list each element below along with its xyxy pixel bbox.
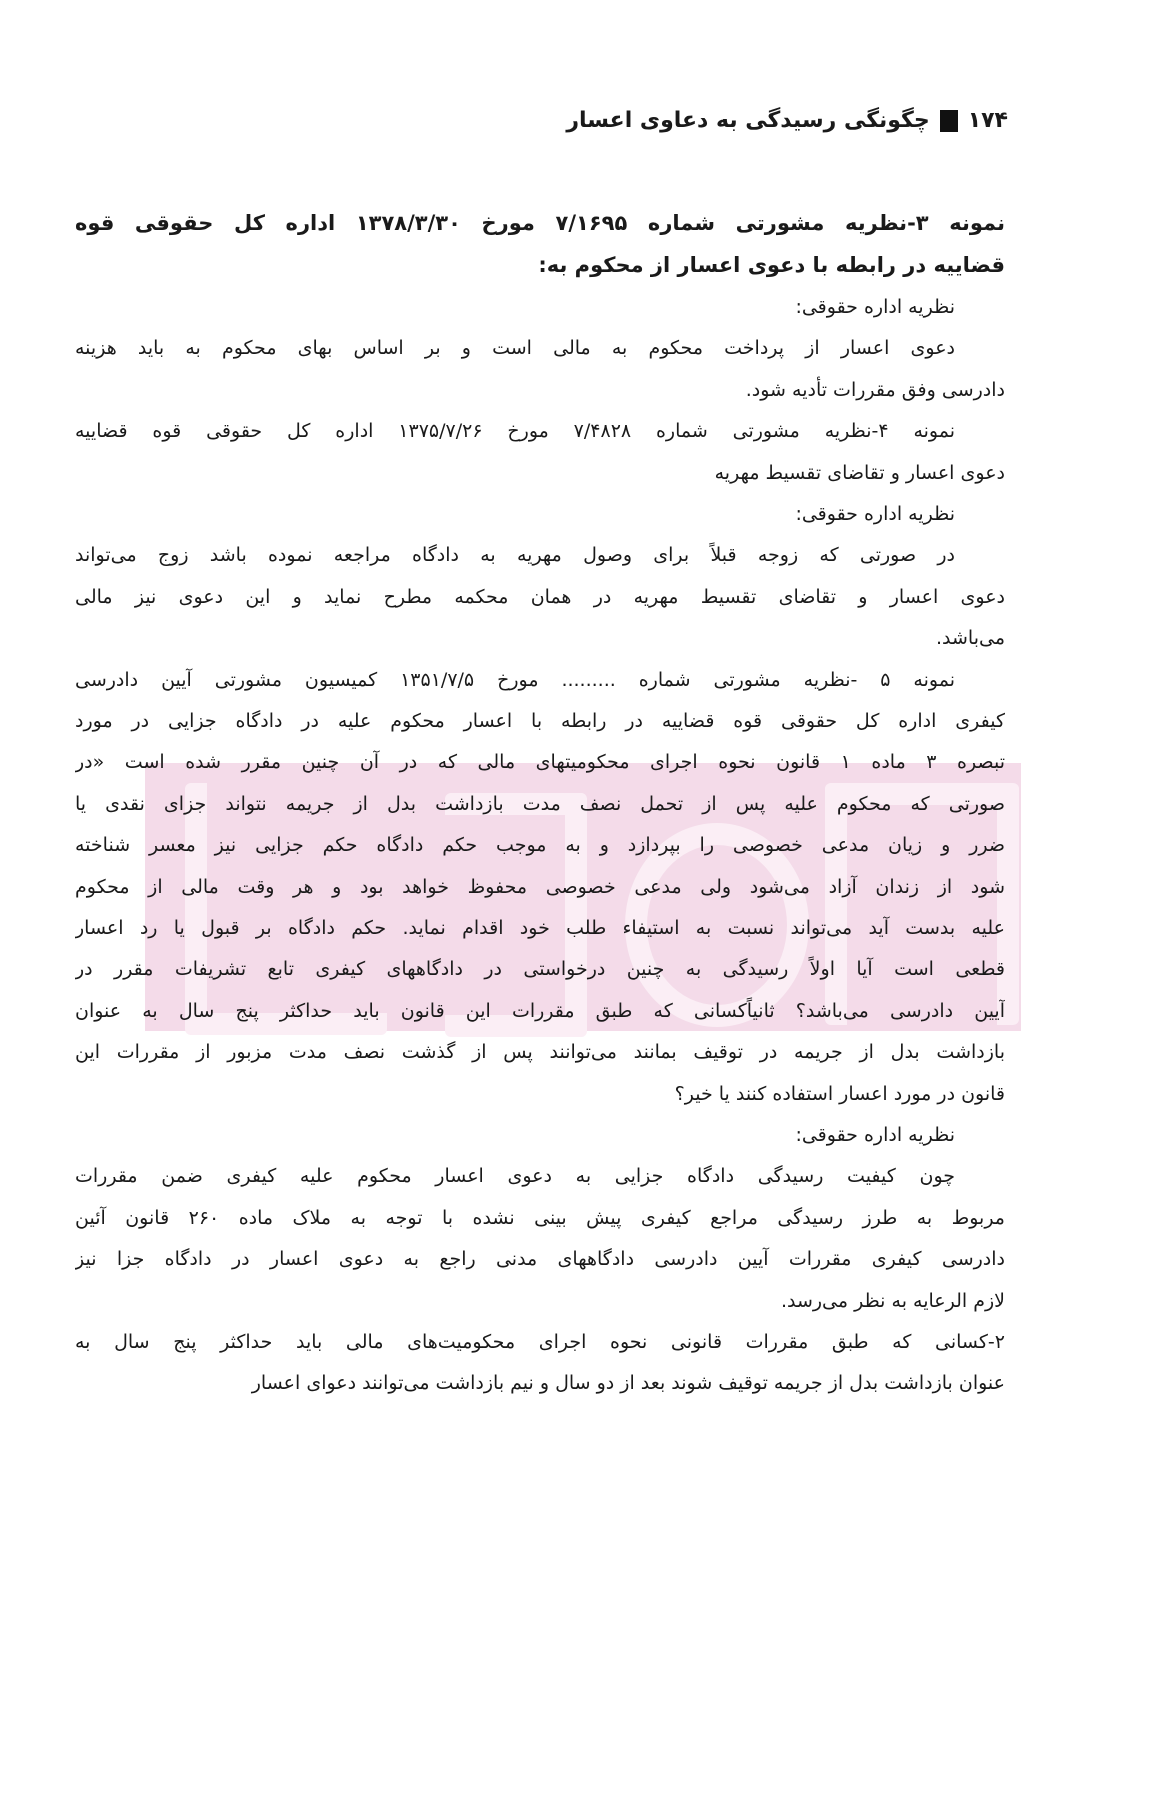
text-line: دعوی اعسار و تقاضای تقسیط مهریه [714, 461, 1005, 484]
text-line: شود از زندان آزاد می‌شود ولی مدعی خصوصی محفوظ خواهد بود و هر وقت مالی از محکوم [75, 875, 1005, 898]
text-line: نظریه اداره حقوقی: [795, 503, 955, 525]
text-line: در صورتی که زوجه قبلاً برای وصول مهریه به دادگاه مراجعه نموده باشد زوج می‌تواند [75, 544, 955, 567]
text-line: می‌باشد. [935, 627, 1005, 650]
text-line: چون کیفیت رسیدگی دادگاه جزایی به دعوی اعسار محکوم علیه کیفری ضمن مقررات [75, 1165, 955, 1188]
text-line: تبصره ۳ ماده ۱ قانون نحوه اجرای محکومیتهای مالی که در آن چنین مقرر شده است «در [75, 751, 1005, 774]
text-line: دادرسی وفق مقررات تأدیه شود. [745, 378, 1005, 401]
square-bullet-icon [940, 110, 958, 132]
text-line: عنوان بازداشت بدل از جریمه توقیف شوند بعد از دو سال و نیم بازداشت می‌توانند دعوای اعسار [251, 1372, 1005, 1395]
text-line: علیه بدست آید می‌تواند نسبت به استیفاء طلب خود اقدام نماید. حکم دادگاه بر قبول یا رد اعسار [75, 917, 1005, 939]
text-line: نمونه ۴-نظریه مشورتی شماره ۷/۴۸۲۸ مورخ ۱۳۷۵/۷/۲۶ اداره کل حقوقی قوه قضاییه [75, 420, 955, 443]
text-line: مربوط به طرز رسیدگی مراجع کیفری پیش بینی نشده با توجه به ملاک ماده ۲۶۰ قانون آئین [75, 1206, 1005, 1229]
text-line: بازداشت بدل از جریمه در توقیف بمانند می‌توانند پس از گذشت نصف مدت مزبور از مقررات این [75, 1041, 1005, 1064]
text-line: ۲-کسانی که طبق مقررات قانونی نحوه اجرای محکومیت‌های مالی باید حداکثر پنج سال به [75, 1331, 1005, 1353]
page-number: ۱۷۴ [967, 108, 1008, 133]
text-line: دعوی اعسار و تقاضای تقسیط مهریه در همان محکمه مطرح نماید و این دعوی نیز مالی [75, 585, 1005, 608]
text-line: آیین دادرسی می‌باشد؟ ثانیاًکسانی که طبق مقررات این قانون باید حداکثر پنج سال به عنوان [75, 999, 1005, 1022]
watermark-shape [825, 783, 1019, 1025]
text-line: نمونه ۵ -نظریه مشورتی شماره ......... مورخ ۱۳۵۱/۷/۵ کمیسیون مشورتی آیین دادرسی [75, 668, 955, 691]
heading-line: قضاییه در رابطه با دعوی اعسار از محکوم به: [538, 253, 1005, 277]
heading-line: نمونه ۳-نظریه مشورتی شماره ۷/۱۶۹۵ مورخ ۱۳۷۸/۳/۳۰ اداره کل حقوقی قوه [75, 211, 1005, 235]
text-line: کیفری اداره کل حقوقی قوه قضاییه در رابطه با اعسار محکوم علیه در دادگاه جزایی در مورد [75, 710, 1005, 732]
text-line: صورتی که محکوم علیه پس از تحمل نصف مدت بازداشت بدل از جریمه نتواند جزای نقدی یا [75, 792, 1005, 815]
running-header [566, 108, 1008, 133]
text-line: ضرر و زیان مدعی خصوصی را بپردازد و به موجب حکم دادگاه حکم جزایی نیز معسر شناخته [75, 834, 1005, 857]
text-line: نظریه اداره حقوقی: [795, 1124, 955, 1146]
running-title: چگونگی رسیدگی به دعاوی اعسار [566, 108, 930, 133]
text-line: نظریه اداره حقوقی: [795, 296, 955, 318]
text-line: دعوی اعسار از پرداخت محکوم به مالی است و بر اساس بهای محکوم به باید هزینه [75, 337, 955, 360]
text-line: دادرسی کیفری مقررات آیین دادرسی دادگاههای مدنی راجع به دعوی اعسار در دادگاه جزا نیز [75, 1248, 1005, 1271]
text-line: لازم الرعایه به نظر می‌رسد. [780, 1289, 1005, 1312]
text-line: قانون در مورد اعسار استفاده کنند یا خیر؟ [674, 1082, 1005, 1105]
text-line: قطعی است آیا اولاً رسیدگی به چنین درخواستی در دادگاههای کیفری تابع تشریفات مقرر در [75, 958, 1005, 981]
